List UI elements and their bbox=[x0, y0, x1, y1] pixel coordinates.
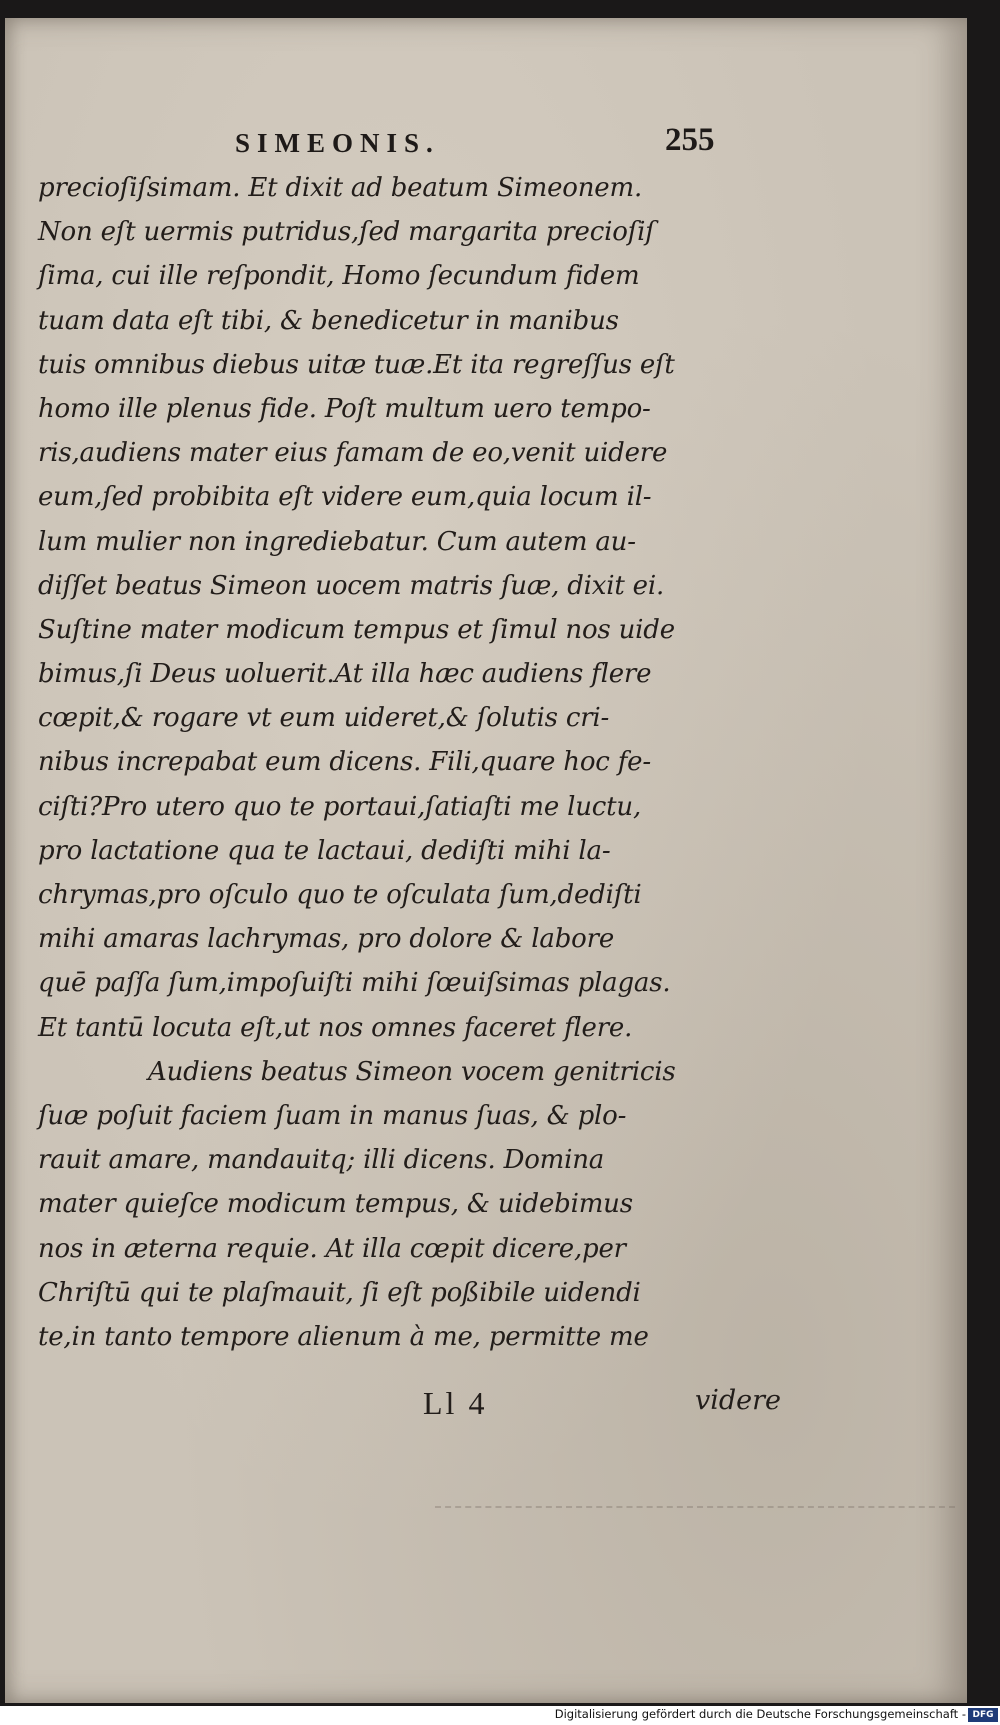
text-line: ris,audiens mater eius famam de eo,venit uidere bbox=[38, 438, 668, 469]
text-line: te,in tanto tempore alienum à me, permitte me bbox=[38, 1321, 649, 1352]
book-page bbox=[5, 18, 967, 1703]
show-through-mark bbox=[435, 1506, 955, 1508]
page-number: 255 bbox=[665, 122, 715, 158]
text-line: Et tantū locuta eſt,ut nos omnes faceret flere. bbox=[38, 1012, 633, 1043]
text-line: tuam data eſt tibi, & benedicetur in manibus bbox=[38, 305, 619, 336]
text-line: diſſet beatus Simeon uocem matris ſuæ, dixit ei. bbox=[38, 570, 665, 601]
page-header bbox=[5, 114, 967, 164]
text-line: precioſiſsimam. Et dixit ad beatum Simeonem. bbox=[38, 173, 643, 203]
text-line: quē paſſa ſum,impoſuiſti mihi ſœuiſsimas plagas. bbox=[38, 968, 671, 999]
text-line: chrymas,pro oſculo quo te oſculata ſum,dediſti bbox=[38, 880, 642, 910]
page-footer bbox=[5, 1385, 967, 1435]
paragraph-start-line: Audiens beatus Simeon vocem genitricis bbox=[148, 1056, 676, 1087]
dfg-logo: DFG bbox=[968, 1708, 998, 1722]
text-line: nos in æterna requie. At illa cœpit dicere,per bbox=[38, 1233, 626, 1264]
text-line: Chriſtū qui te plaſmauit, ſi eſt poßibile uidendi bbox=[38, 1277, 641, 1308]
text-line: Suſtine mater modicum tempus et ſimul nos uide bbox=[38, 614, 675, 645]
text-line: homo ille plenus fide. Poſt multum uero tempo- bbox=[38, 393, 651, 424]
text-line: bimus,ſi Deus uoluerit.At illa hæc audiens flere bbox=[38, 659, 652, 690]
text-line: pro lactatione qua te lactaui, dediſti mihi la- bbox=[38, 835, 611, 866]
running-head: SIMEONIS. bbox=[235, 128, 440, 158]
text-line: nibus increpabat eum dicens. Fili,quare hoc fe- bbox=[38, 747, 651, 778]
text-block bbox=[38, 166, 788, 1359]
text-line: ſima, cui ille reſpondit, Homo ſecundum fidem bbox=[38, 261, 640, 292]
text-line: tuis omnibus diebus uitæ tuæ.Et ita regreſſus eſt bbox=[38, 349, 675, 380]
text-line: cœpit,& rogare vt eum uideret,& ſolutis cri- bbox=[38, 703, 610, 734]
credit-bar bbox=[0, 1706, 1000, 1725]
signature-mark: Ll 4 bbox=[423, 1385, 488, 1421]
text-line: ciſti?Pro utero quo te portaui,ſatiaſti me luctu, bbox=[38, 791, 642, 822]
text-line: lum mulier non ingrediebatur. Cum autem au- bbox=[38, 526, 636, 557]
text-line: mater quieſce modicum tempus, & uidebimus bbox=[38, 1189, 633, 1220]
credit-text: Digitalisierung gefördert durch die Deutsche Forschungsgemeinschaft - bbox=[554, 1707, 966, 1721]
text-line: ſuæ poſuit faciem ſuam in manus ſuas, & plo- bbox=[38, 1100, 627, 1131]
catchword: videre bbox=[695, 1385, 782, 1416]
text-line: eum,ſed probibita eſt videre eum,quia locum il- bbox=[38, 482, 652, 513]
text-line: mihi amaras lachrymas, pro dolore & labore bbox=[38, 924, 615, 955]
text-line: Non eſt uermis putridus,ſed margarita precioſiſ bbox=[38, 217, 655, 248]
text-line: rauit amare, mandauitq; illi dicens. Domina bbox=[38, 1145, 605, 1176]
